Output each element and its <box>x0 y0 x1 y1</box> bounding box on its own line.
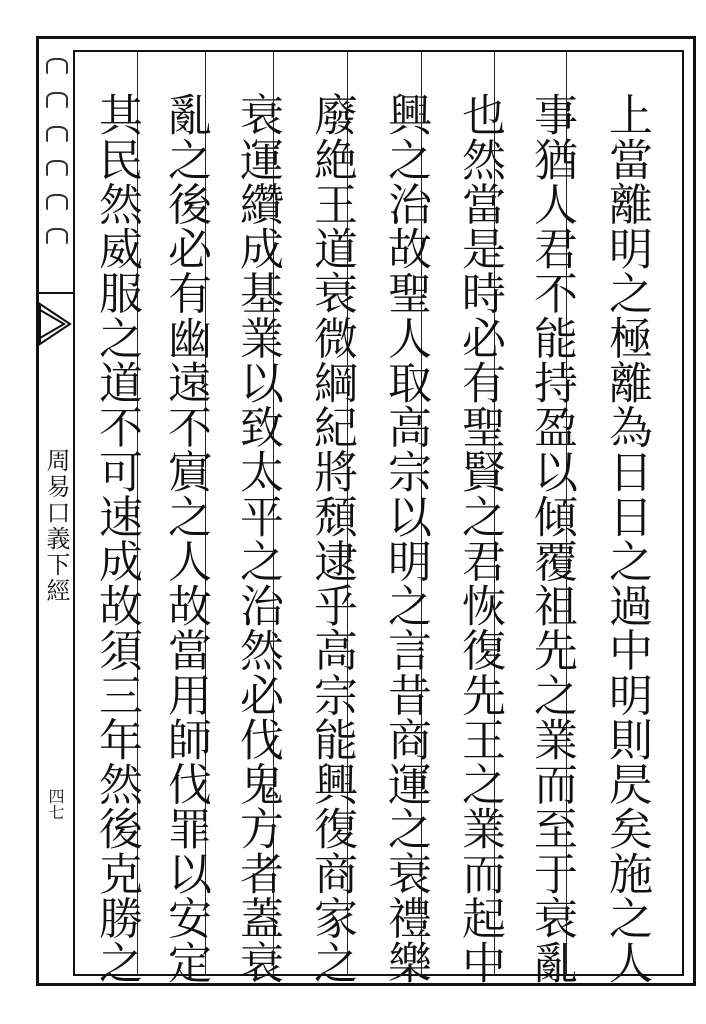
gutter-mark <box>46 126 68 142</box>
text-column-7: 亂之後必有幽遠不賔之人故當用師伐罪以安定 <box>160 92 211 985</box>
gutter-mark <box>46 58 68 74</box>
book-title: 周易口義下經 <box>42 448 70 604</box>
text-column-2: 事猶人君不能持盈以傾覆祖先之業而至于衰亂 <box>526 92 577 985</box>
text-column-4: 興之治故聖人取高宗以明之言昔商運之衰禮樂 <box>380 92 431 985</box>
text-column-6: 衰運纘成基業以致太平之治然必伐鬼方者蓋衰 <box>232 92 283 985</box>
gutter-mark <box>46 92 68 108</box>
gutter-mark <box>46 194 68 210</box>
text-column-8: 其民然威服之道不可速成故須三年然後克勝之 <box>91 92 142 985</box>
gutter-divider <box>37 292 73 294</box>
gutter-mark <box>46 228 68 244</box>
text-column-3: 也然當是時必有聖賢之君恢復先王之業而起中 <box>454 92 505 985</box>
page-number: 四七 <box>46 788 65 820</box>
fish-tail-mark-icon <box>38 300 72 348</box>
text-column-1: 上當離明之極離為日日之過中明則昃矣施之人 <box>601 92 652 985</box>
gutter-header-marks <box>40 58 70 284</box>
gutter-mark <box>46 160 68 176</box>
text-column-5: 廢絶王道衰微綱紀將頹逮乎高宗能興復商家之 <box>306 92 357 985</box>
